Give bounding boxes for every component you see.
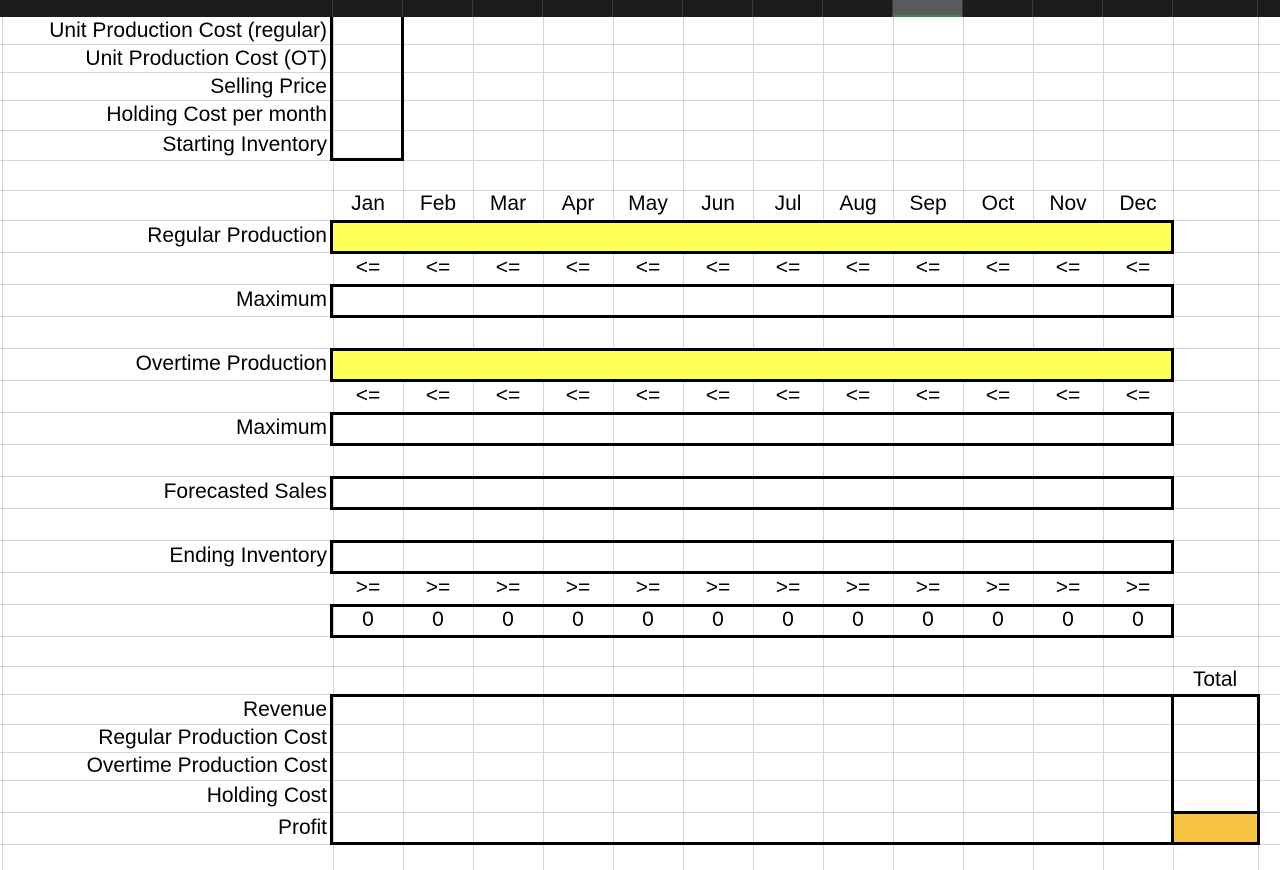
month-header-aug: Aug [839, 192, 877, 215]
le-operator: <= [705, 384, 731, 407]
label-maximum-overtime: Maximum [235, 416, 327, 439]
column-header[interactable] [613, 0, 683, 17]
column-header[interactable] [893, 0, 963, 17]
le-operator: <= [1055, 256, 1081, 279]
le-operator: <= [495, 384, 521, 407]
column-header[interactable] [753, 0, 823, 17]
column-header[interactable] [2, 0, 333, 17]
ge-operator: >= [1055, 576, 1081, 599]
le-operator: <= [355, 384, 381, 407]
le-operator: <= [845, 384, 871, 407]
label-starting-inventory: Starting Inventory [162, 133, 327, 156]
label-selling-price: Selling Price [210, 75, 327, 98]
month-header-nov: Nov [1049, 192, 1087, 215]
le-operator: <= [1125, 256, 1151, 279]
min-inventory-value: 0 [572, 608, 584, 631]
ge-operator: >= [705, 576, 731, 599]
le-operator: <= [635, 256, 661, 279]
month-header-jul: Jul [774, 192, 802, 215]
le-operator: <= [845, 256, 871, 279]
column-header[interactable] [543, 0, 613, 17]
le-operator: <= [425, 384, 451, 407]
le-operator: <= [985, 384, 1011, 407]
month-header-feb: Feb [419, 192, 457, 215]
total-profit-cell[interactable] [1171, 811, 1260, 845]
label-holding-cost-per-month: Holding Cost per month [106, 103, 327, 126]
ge-operator: >= [355, 576, 381, 599]
month-header-jan: Jan [351, 192, 385, 215]
grid-row-line [0, 160, 1280, 161]
le-operator: <= [355, 256, 381, 279]
min-inventory-value: 0 [712, 608, 724, 631]
min-inventory-value: 0 [502, 608, 514, 631]
column-header-bar [0, 0, 1280, 17]
month-header-dec: Dec [1119, 192, 1157, 215]
le-operator: <= [985, 256, 1011, 279]
ge-operator: >= [1125, 576, 1151, 599]
le-operator: <= [425, 256, 451, 279]
ending-inventory-cells[interactable] [330, 540, 1174, 574]
label-holding-cost: Holding Cost [206, 784, 327, 807]
min-inventory-value: 0 [362, 608, 374, 631]
min-inventory-value: 0 [1062, 608, 1074, 631]
le-operator: <= [775, 384, 801, 407]
ge-operator: >= [775, 576, 801, 599]
total-header: Total [1192, 668, 1238, 691]
le-operator: <= [705, 256, 731, 279]
month-header-jun: Jun [701, 192, 735, 215]
regular-production-cells[interactable] [330, 220, 1174, 254]
min-inventory-value: 0 [782, 608, 794, 631]
label-regular-production-cost: Regular Production Cost [98, 726, 327, 749]
column-header[interactable] [963, 0, 1033, 17]
maximum-regular-cells[interactable] [330, 284, 1174, 318]
label-ending-inventory: Ending Inventory [169, 544, 327, 567]
label-profit: Profit [277, 816, 327, 839]
month-header-oct: Oct [981, 192, 1015, 215]
overtime-production-cells[interactable] [330, 348, 1174, 382]
ge-operator: >= [915, 576, 941, 599]
label-unit-cost-regular: Unit Production Cost (regular) [49, 19, 327, 42]
label-regular-production: Regular Production [147, 224, 327, 247]
le-operator: <= [915, 384, 941, 407]
le-operator: <= [1125, 384, 1151, 407]
le-operator: <= [565, 256, 591, 279]
month-header-sep: Sep [909, 192, 947, 215]
le-operator: <= [775, 256, 801, 279]
le-operator: <= [565, 384, 591, 407]
month-header-apr: Apr [561, 192, 595, 215]
le-operator: <= [495, 256, 521, 279]
ge-operator: >= [845, 576, 871, 599]
grid-row-line [0, 666, 1280, 667]
forecasted-sales-cells[interactable] [330, 476, 1174, 510]
min-inventory-value: 0 [992, 608, 1004, 631]
ge-operator: >= [985, 576, 1011, 599]
monthly-summary-cells[interactable] [330, 694, 1174, 845]
min-inventory-value: 0 [1132, 608, 1144, 631]
ge-operator: >= [635, 576, 661, 599]
label-overtime-production: Overtime Production [135, 352, 327, 375]
label-overtime-production-cost: Overtime Production Cost [86, 754, 327, 777]
maximum-overtime-cells[interactable] [330, 412, 1174, 446]
min-inventory-value: 0 [432, 608, 444, 631]
column-header[interactable] [1103, 0, 1173, 17]
le-operator: <= [1055, 384, 1081, 407]
min-inventory-value: 0 [922, 608, 934, 631]
month-header-may: May [628, 192, 668, 215]
label-unit-cost-ot: Unit Production Cost (OT) [85, 47, 327, 70]
le-operator: <= [915, 256, 941, 279]
label-revenue: Revenue [242, 698, 327, 721]
column-header[interactable] [473, 0, 543, 17]
ge-operator: >= [425, 576, 451, 599]
month-header-mar: Mar [489, 192, 527, 215]
min-inventory-value: 0 [852, 608, 864, 631]
column-header[interactable] [1173, 0, 1258, 17]
min-inventory-value: 0 [642, 608, 654, 631]
column-header[interactable] [1033, 0, 1103, 17]
ge-operator: >= [565, 576, 591, 599]
label-maximum-regular: Maximum [235, 288, 327, 311]
label-forecasted-sales: Forecasted Sales [163, 480, 327, 503]
column-header[interactable] [403, 0, 473, 17]
column-header[interactable] [683, 0, 753, 17]
input-parameters-block[interactable] [330, 17, 404, 161]
column-header[interactable] [823, 0, 893, 17]
column-header[interactable] [333, 0, 403, 17]
le-operator: <= [635, 384, 661, 407]
ge-operator: >= [495, 576, 521, 599]
